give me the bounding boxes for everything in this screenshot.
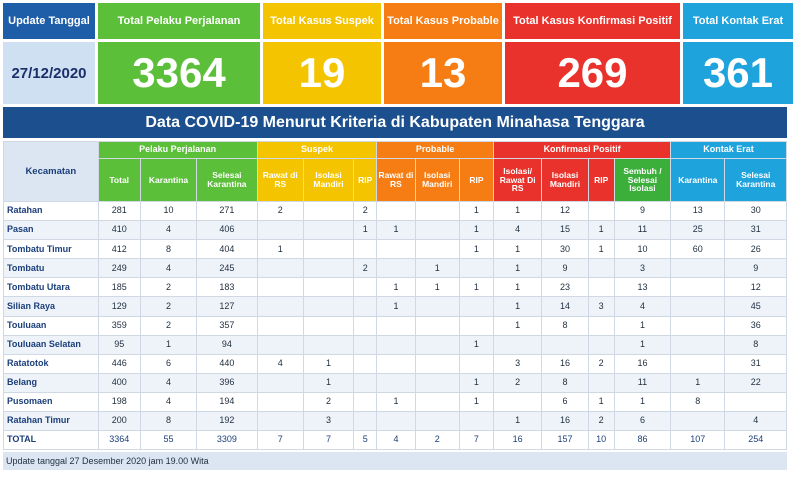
- table-cell: [671, 259, 725, 278]
- column-header: Sembuh / Selesai Isolasi: [614, 159, 670, 202]
- table-cell: 271: [197, 202, 257, 221]
- table-cell: 129: [98, 297, 140, 316]
- table-cell: 2: [354, 259, 377, 278]
- table-cell: 194: [197, 392, 257, 411]
- table-cell: [671, 412, 725, 431]
- table-row: [4, 221, 787, 240]
- table-cell: [671, 316, 725, 335]
- table-cell: [377, 412, 415, 431]
- table-cell: [377, 335, 415, 354]
- table-cell: [415, 221, 459, 240]
- group-header: Probable: [377, 142, 494, 159]
- table-cell: 7: [303, 431, 353, 450]
- card-total-kasus-probable: [384, 3, 502, 104]
- table-cell: [303, 259, 353, 278]
- table-cell: 7: [257, 431, 303, 450]
- table-cell: [459, 412, 493, 431]
- card-label: Total Pelaku Perjalanan: [98, 3, 260, 39]
- table-cell: [377, 240, 415, 259]
- table-cell: 8: [140, 240, 196, 259]
- table-cell: 127: [197, 297, 257, 316]
- table-cell: 45: [725, 297, 787, 316]
- table-cell: 1: [459, 335, 493, 354]
- table-cell: 446: [98, 354, 140, 373]
- table-cell: 16: [614, 354, 670, 373]
- table-cell: 1: [257, 240, 303, 259]
- table-body: [4, 202, 787, 450]
- table-cell: 2: [303, 392, 353, 411]
- table-cell: [415, 354, 459, 373]
- table-cell: [303, 240, 353, 259]
- kecamatan-header: Kecamatan: [4, 142, 99, 202]
- table-cell: [588, 202, 614, 221]
- column-header: Karantina: [671, 159, 725, 202]
- card-total-kontak-erat: [683, 3, 793, 104]
- table-row: [4, 392, 787, 411]
- table-cell: 1: [588, 240, 614, 259]
- table-cell: [494, 392, 542, 411]
- table-cell: [377, 354, 415, 373]
- kecamatan-name: Tombatu: [4, 259, 99, 278]
- table-cell: 8: [671, 392, 725, 411]
- table-cell: 1: [459, 221, 493, 240]
- table-cell: 1: [494, 202, 542, 221]
- table-cell: [303, 297, 353, 316]
- table-cell: 1: [354, 221, 377, 240]
- table-cell: 1: [494, 316, 542, 335]
- table-cell: [377, 316, 415, 335]
- table-cell: 3: [303, 412, 353, 431]
- kecamatan-name: Ratatotok: [4, 354, 99, 373]
- table-cell: 3364: [98, 431, 140, 450]
- table-cell: 16: [494, 431, 542, 450]
- card-value: 19: [263, 42, 381, 104]
- table-cell: 8: [725, 335, 787, 354]
- column-header: Isolasi Mandiri: [542, 159, 588, 202]
- table-cell: 31: [725, 221, 787, 240]
- table-cell: [354, 278, 377, 297]
- table-cell: 1: [377, 297, 415, 316]
- table-cell: 1: [671, 373, 725, 392]
- table-cell: [257, 392, 303, 411]
- table-cell: 10: [140, 202, 196, 221]
- table-cell: 11: [614, 373, 670, 392]
- table-cell: [671, 354, 725, 373]
- table-cell: [671, 297, 725, 316]
- table-cell: 94: [197, 335, 257, 354]
- table-cell: [415, 240, 459, 259]
- table-cell: 412: [98, 240, 140, 259]
- table-cell: 10: [614, 240, 670, 259]
- table-cell: 26: [725, 240, 787, 259]
- table-cell: [415, 316, 459, 335]
- table-cell: 404: [197, 240, 257, 259]
- table-cell: 36: [725, 316, 787, 335]
- table-cell: 200: [98, 412, 140, 431]
- table-cell: [257, 412, 303, 431]
- card-label: Total Kasus Suspek: [263, 3, 381, 39]
- table-cell: 14: [542, 297, 588, 316]
- table-cell: 440: [197, 354, 257, 373]
- card-value: 13: [384, 42, 502, 104]
- table-cell: [354, 412, 377, 431]
- table-cell: 5: [354, 431, 377, 450]
- total-row: [4, 431, 787, 450]
- table-cell: [257, 316, 303, 335]
- table-cell: [671, 335, 725, 354]
- table-cell: 1: [415, 278, 459, 297]
- kecamatan-name: Silian Raya: [4, 297, 99, 316]
- table-cell: 6: [140, 354, 196, 373]
- table-row: [4, 316, 787, 335]
- table-cell: 357: [197, 316, 257, 335]
- table-cell: 4: [725, 412, 787, 431]
- table-cell: [257, 373, 303, 392]
- table-cell: 254: [725, 431, 787, 450]
- kecamatan-name: Pasan: [4, 221, 99, 240]
- table-cell: 157: [542, 431, 588, 450]
- table-cell: 2: [140, 278, 196, 297]
- table-cell: [588, 335, 614, 354]
- column-header: Isolasi Mandiri: [415, 159, 459, 202]
- kecamatan-name: Ratahan Timur: [4, 412, 99, 431]
- table-cell: [725, 392, 787, 411]
- table-cell: [459, 297, 493, 316]
- table-cell: 1: [140, 335, 196, 354]
- table-cell: 12: [725, 278, 787, 297]
- table-cell: [303, 278, 353, 297]
- table-cell: 95: [98, 335, 140, 354]
- table-cell: 1: [415, 259, 459, 278]
- table-cell: 2: [588, 354, 614, 373]
- table-cell: 10: [588, 431, 614, 450]
- kecamatan-name: Belang: [4, 373, 99, 392]
- kecamatan-name: Tombatu Timur: [4, 240, 99, 259]
- table-cell: 1: [614, 316, 670, 335]
- card-value: 269: [505, 42, 680, 104]
- table-cell: [377, 259, 415, 278]
- table-cell: [459, 316, 493, 335]
- table-cell: 1: [614, 392, 670, 411]
- group-header: Suspek: [257, 142, 377, 159]
- table-cell: 281: [98, 202, 140, 221]
- table-cell: 359: [98, 316, 140, 335]
- table-cell: [494, 335, 542, 354]
- kecamatan-name: Pusomaen: [4, 392, 99, 411]
- table-cell: [542, 335, 588, 354]
- table-cell: 7: [459, 431, 493, 450]
- column-header: RIP: [459, 159, 493, 202]
- dashboard: [3, 3, 787, 470]
- table-cell: [257, 297, 303, 316]
- table-cell: 8: [542, 316, 588, 335]
- table-cell: 4: [140, 373, 196, 392]
- table-cell: 1: [459, 392, 493, 411]
- table-cell: [354, 240, 377, 259]
- card-label: Total Kasus Konfirmasi Positif: [505, 3, 680, 39]
- group-header: Pelaku Perjalanan: [98, 142, 257, 159]
- table-cell: 3309: [197, 431, 257, 450]
- table-cell: 3: [494, 354, 542, 373]
- table-cell: 16: [542, 354, 588, 373]
- table-cell: 22: [725, 373, 787, 392]
- table-cell: [415, 373, 459, 392]
- table-row: [4, 278, 787, 297]
- table-cell: [415, 392, 459, 411]
- table-cell: [588, 316, 614, 335]
- table-cell: [415, 202, 459, 221]
- table-cell: 1: [494, 240, 542, 259]
- table-cell: 249: [98, 259, 140, 278]
- table-cell: 2: [140, 297, 196, 316]
- column-header: RIP: [354, 159, 377, 202]
- table-cell: 4: [140, 259, 196, 278]
- table-cell: 4: [614, 297, 670, 316]
- table-cell: [257, 221, 303, 240]
- table-cell: 3: [614, 259, 670, 278]
- table-cell: 16: [542, 412, 588, 431]
- kecamatan-name: Tombatu Utara: [4, 278, 99, 297]
- table-row: [4, 202, 787, 221]
- table-cell: 1: [494, 259, 542, 278]
- table-cell: 410: [98, 221, 140, 240]
- table-cell: 2: [415, 431, 459, 450]
- table-cell: 9: [725, 259, 787, 278]
- table-cell: 86: [614, 431, 670, 450]
- table-row: [4, 335, 787, 354]
- table-cell: 13: [671, 202, 725, 221]
- table-row: [4, 412, 787, 431]
- table-cell: 245: [197, 259, 257, 278]
- table-cell: 30: [542, 240, 588, 259]
- table-cell: 1: [459, 240, 493, 259]
- table-cell: 107: [671, 431, 725, 450]
- card-label: Total Kontak Erat: [683, 3, 793, 39]
- table-cell: 23: [542, 278, 588, 297]
- table-cell: [459, 259, 493, 278]
- table-cell: 12: [542, 202, 588, 221]
- table-cell: 400: [98, 373, 140, 392]
- table-cell: [354, 335, 377, 354]
- table-cell: 60: [671, 240, 725, 259]
- table-cell: [354, 297, 377, 316]
- table-cell: 1: [588, 221, 614, 240]
- table-cell: [303, 335, 353, 354]
- covid-table: [3, 141, 787, 450]
- column-header: Isolasi Mandiri: [303, 159, 353, 202]
- table-cell: [459, 354, 493, 373]
- update-footer: Update tanggal 27 Desember 2020 jam 19.00 Wita: [3, 452, 787, 470]
- table-cell: 4: [257, 354, 303, 373]
- table-cell: [257, 278, 303, 297]
- column-header: Rawat di RS: [377, 159, 415, 202]
- table-cell: [377, 202, 415, 221]
- table-cell: [377, 373, 415, 392]
- card-value: 3364: [98, 42, 260, 104]
- table-cell: 1: [459, 373, 493, 392]
- card-total-kasus-suspek: [263, 3, 381, 104]
- column-header: Isolasi/ Rawat Di RS: [494, 159, 542, 202]
- card-total-pelaku-perjalanan: [98, 3, 260, 104]
- card-value: 361: [683, 42, 793, 104]
- table-cell: [354, 354, 377, 373]
- table-cell: 4: [494, 221, 542, 240]
- table-cell: [257, 259, 303, 278]
- column-header: Total: [98, 159, 140, 202]
- page-title: Data COVID-19 Menurut Kriteria di Kabupaten Minahasa Tenggara: [3, 107, 787, 138]
- table-cell: [588, 259, 614, 278]
- table-cell: 2: [494, 373, 542, 392]
- column-header: Rawat di RS: [257, 159, 303, 202]
- table-cell: 30: [725, 202, 787, 221]
- update-date-value: 27/12/2020: [3, 42, 95, 104]
- column-header: RIP: [588, 159, 614, 202]
- update-date-label: Update Tanggal: [3, 3, 95, 39]
- table-cell: 406: [197, 221, 257, 240]
- table-row: [4, 373, 787, 392]
- table-cell: 1: [494, 297, 542, 316]
- table-cell: 1: [377, 392, 415, 411]
- table-cell: 1: [377, 278, 415, 297]
- table-cell: 25: [671, 221, 725, 240]
- table-cell: 8: [542, 373, 588, 392]
- card-total-konfirmasi-positif: [505, 3, 680, 104]
- table-cell: 1: [377, 221, 415, 240]
- table-cell: 55: [140, 431, 196, 450]
- table-row: [4, 240, 787, 259]
- covid-table-container: [3, 141, 787, 450]
- update-date-card: [3, 3, 95, 104]
- group-header: Konfirmasi Positif: [494, 142, 671, 159]
- kecamatan-name: Ratahan: [4, 202, 99, 221]
- table-cell: 3: [588, 297, 614, 316]
- table-cell: [257, 335, 303, 354]
- table-cell: 4: [377, 431, 415, 450]
- table-cell: [303, 316, 353, 335]
- table-cell: 2: [354, 202, 377, 221]
- card-label: Total Kasus Probable: [384, 3, 502, 39]
- column-header: Selesai Karantina: [725, 159, 787, 202]
- table-cell: [415, 335, 459, 354]
- table-cell: 6: [614, 412, 670, 431]
- table-cell: 1: [614, 335, 670, 354]
- table-cell: 1: [588, 392, 614, 411]
- table-cell: 1: [459, 278, 493, 297]
- table-cell: 15: [542, 221, 588, 240]
- table-cell: 183: [197, 278, 257, 297]
- column-header: Karantina: [140, 159, 196, 202]
- kecamatan-name: TOTAL: [4, 431, 99, 450]
- table-cell: 2: [588, 412, 614, 431]
- table-cell: 1: [494, 278, 542, 297]
- table-cell: 1: [303, 373, 353, 392]
- table-cell: [588, 373, 614, 392]
- table-cell: 192: [197, 412, 257, 431]
- table-cell: 2: [140, 316, 196, 335]
- table-cell: [303, 221, 353, 240]
- table-cell: 4: [140, 392, 196, 411]
- table-cell: 1: [494, 412, 542, 431]
- table-cell: 198: [98, 392, 140, 411]
- summary-cards: [3, 3, 787, 104]
- table-row: [4, 297, 787, 316]
- table-cell: 396: [197, 373, 257, 392]
- table-cell: [415, 297, 459, 316]
- table-cell: 9: [542, 259, 588, 278]
- table-cell: [303, 202, 353, 221]
- table-cell: 8: [140, 412, 196, 431]
- table-cell: 1: [459, 202, 493, 221]
- table-row: [4, 259, 787, 278]
- table-cell: 1: [303, 354, 353, 373]
- kecamatan-name: Touluaan Selatan: [4, 335, 99, 354]
- table-cell: [588, 278, 614, 297]
- column-header: Selesai Karantina: [197, 159, 257, 202]
- table-cell: [354, 373, 377, 392]
- table-cell: 11: [614, 221, 670, 240]
- table-cell: [415, 412, 459, 431]
- subheader-row: [4, 159, 787, 202]
- table-cell: 4: [140, 221, 196, 240]
- table-row: [4, 354, 787, 373]
- group-header-row: [4, 142, 787, 159]
- table-cell: [671, 278, 725, 297]
- table-cell: 9: [614, 202, 670, 221]
- table-cell: 31: [725, 354, 787, 373]
- table-cell: 185: [98, 278, 140, 297]
- table-cell: [354, 316, 377, 335]
- table-cell: [354, 392, 377, 411]
- group-header: Kontak Erat: [671, 142, 787, 159]
- table-cell: 13: [614, 278, 670, 297]
- kecamatan-name: Touluaan: [4, 316, 99, 335]
- table-cell: 6: [542, 392, 588, 411]
- table-cell: 2: [257, 202, 303, 221]
